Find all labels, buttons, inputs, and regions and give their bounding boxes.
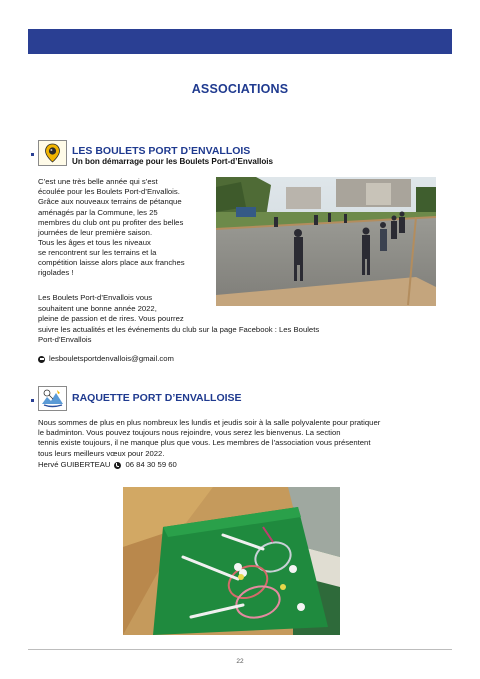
body-line: Grâce aux nouveaux terrains de pétanque — [38, 197, 182, 206]
phone-icon — [114, 462, 121, 469]
petanque-club-logo-icon — [38, 140, 67, 166]
badminton-club-logo-icon — [38, 386, 67, 411]
footer-divider — [28, 649, 452, 650]
contact-name: Hervé GUIBERTEAU — [38, 460, 111, 469]
body-line: Nous sommes de plus en plus nombreux les lundis et jeudis soir à la salle polyvalente pour pratiquer — [38, 418, 381, 427]
page-title: ASSOCIATIONS — [191, 82, 289, 96]
body-line: rigolades ! — [38, 268, 74, 277]
section-title: LES BOULETS PORT D’ENVALLOIS — [72, 145, 251, 157]
body-line: C’est une très belle année qui s’est — [38, 177, 158, 186]
body-line: journées de leur première saison. — [38, 228, 153, 237]
body-line: écoulée pour les Boulets Port-d’Envallois. — [38, 187, 180, 196]
body-line: compétition laisse alors place aux franches — [38, 258, 185, 267]
email-icon — [38, 356, 45, 363]
body-line: Les Boulets Port-d’Envallois vous — [38, 293, 153, 302]
page-number: 22 — [236, 658, 244, 665]
body-line: le badminton. Vous pouvez toujours nous rejoindre, vous serez les bienvenus. La section — [38, 428, 341, 437]
contact-phone: 06 84 30 59 60 — [125, 460, 177, 469]
body-line: Tous les âges et tous les niveaux — [38, 238, 151, 247]
body-line: pleine de passion et de rires. Vous pourrez — [38, 314, 184, 323]
section-title: RAQUETTE PORT D’ENVALLOISE — [72, 392, 242, 404]
section-bullet — [31, 399, 34, 402]
section-bullet — [31, 153, 34, 156]
email-link[interactable]: lesbouletsportdenvallois@gmail.com — [49, 354, 174, 363]
header-band — [28, 29, 452, 54]
body-line: suivre les actualités et les événements du club sur la page Facebook : Les Boulets — [38, 325, 320, 334]
body-line: aménagés par la Commune, les 25 — [38, 208, 158, 217]
body-line: tennis existe toujours, il ne manque plus que vous. Les membres de l’association vous présentent — [38, 438, 371, 447]
section-subtitle: Un bon démarrage pour les Boulets Port-d’Envallois — [72, 157, 274, 166]
petanque-photo — [216, 177, 436, 306]
body-line: Port-d’Envallois — [38, 335, 92, 344]
badminton-photo — [123, 487, 340, 635]
body-line: tous leurs meilleurs vœux pour 2022. — [38, 449, 165, 458]
body-line: souhaitent une bonne année 2022, — [38, 304, 157, 313]
body-line: se rencontrent sur les terrains et la — [38, 248, 157, 257]
body-line: membres du club ont pu profiter des belles — [38, 218, 184, 227]
